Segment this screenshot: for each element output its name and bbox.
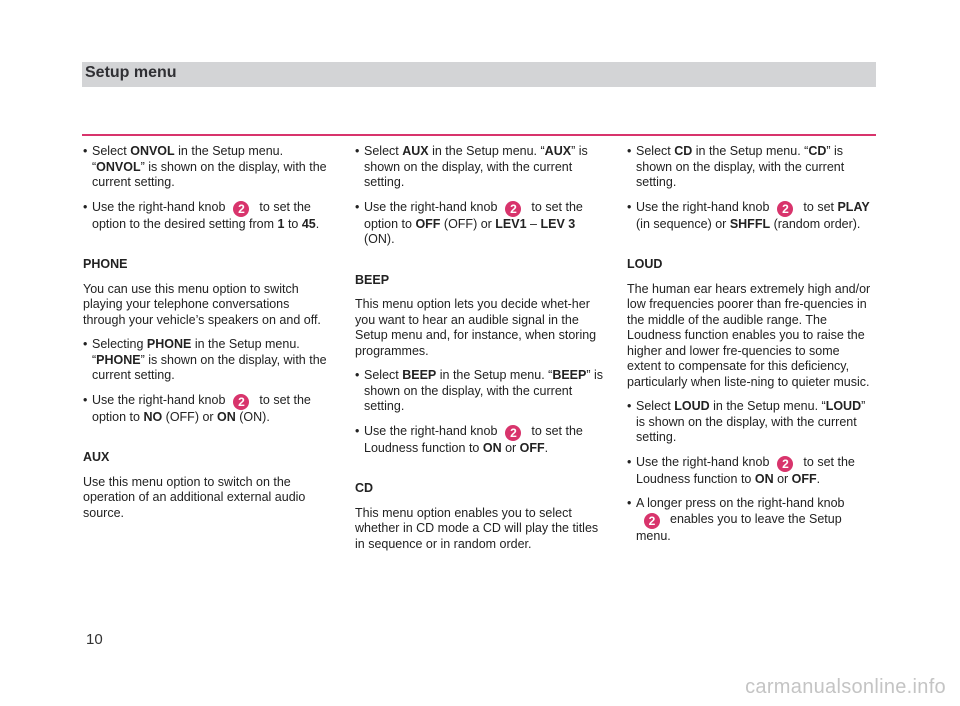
onvol-knob-instruction: • Use the right-hand knob 2 to set the option to the desired setting from 1 to 45. (83, 200, 333, 233)
knob-2-icon: 2 (505, 201, 521, 217)
cd-knob-instruction: • Use the right-hand knob 2 to set PLAY (in sequence) or SHFFL (random order). (627, 200, 877, 233)
beep-knob-instruction: • Use the right-hand knob 2 to set the Loudness function to ON or OFF. (355, 424, 605, 457)
column-3 (627, 144, 877, 553)
cd-description: This menu option enables you to select whether in CD mode a CD will play the titles in sequence or in random order. (355, 505, 599, 551)
aux-heading: AUX (83, 450, 110, 464)
phone-select-instruction: • Selecting PHONE in the Setup menu. “PHONE” is shown on the display, with the current setting. (83, 337, 333, 384)
phone-description: You can use this menu option to switch playing your telephone conversations through your vehicle’s speakers on and off. (83, 281, 321, 327)
phone-knob-instruction: • Use the right-hand knob 2 to set the option to NO (OFF) or ON (ON). (83, 393, 333, 426)
aux-select-instruction: • Select AUX in the Setup menu. “AUX” is shown on the display, with the current setting. (355, 144, 605, 191)
loud-knob-instruction: • Use the right-hand knob 2 to set the Loudness function to ON or OFF. (627, 455, 877, 488)
page-number: 10 (86, 631, 103, 648)
cd-select-instruction: • Select CD in the Setup menu. “CD” is shown on the display, with the current setting. (627, 144, 877, 191)
beep-heading: BEEP (355, 272, 390, 287)
beep-description: This menu option lets you decide whet-her you want to hear an audible signal in the Setup menu and, for instance, when storing programmes. (355, 297, 597, 358)
aux-description: Use this menu option to switch on the operation of an additional external audio source. (83, 474, 306, 520)
loud-exit-instruction: • A longer press on the right-hand knob 2 enables you to leave the Setup menu. (627, 496, 877, 544)
knob-2-icon: 2 (233, 201, 249, 217)
loud-description: The human ear hears extremely high and/or low frequencies poorer than fre-quencies in the middle of the audible range. The Loudness function enables you to raise the higher and lower fre-quencies to some extent to compensate for this deficiency, particularly when liste-ning to quieter music. (627, 281, 871, 389)
page-title: Setup menu (85, 64, 177, 81)
knob-2-icon: 2 (777, 456, 793, 472)
cd-heading: CD (355, 481, 374, 495)
section-divider (82, 134, 876, 136)
header-band (82, 62, 876, 87)
knob-2-icon: 2 (233, 394, 249, 410)
knob-2-icon: 2 (644, 513, 660, 529)
onvol-select-instruction: • Select ONVOL in the Setup menu. “ONVOL” is shown on the display, with the current setting. (83, 144, 333, 191)
column-1 (83, 144, 333, 530)
beep-select-instruction: • Select BEEP in the Setup menu. “BEEP” is shown on the display, with the current setting. (355, 368, 605, 415)
watermark: carmanualsonline.info (745, 676, 946, 698)
phone-heading: PHONE (83, 257, 128, 271)
knob-2-icon: 2 (777, 201, 793, 217)
aux-knob-instruction: • Use the right-hand knob 2 to set the option to OFF (OFF) or LEV1 – LEV 3 (ON). (355, 200, 605, 248)
loud-select-instruction: • Select LOUD in the Setup menu. “LOUD” is shown on the display, with the current setting. (627, 399, 877, 446)
column-2 (355, 144, 605, 561)
loud-heading: LOUD (627, 257, 663, 271)
knob-2-icon: 2 (505, 425, 521, 441)
